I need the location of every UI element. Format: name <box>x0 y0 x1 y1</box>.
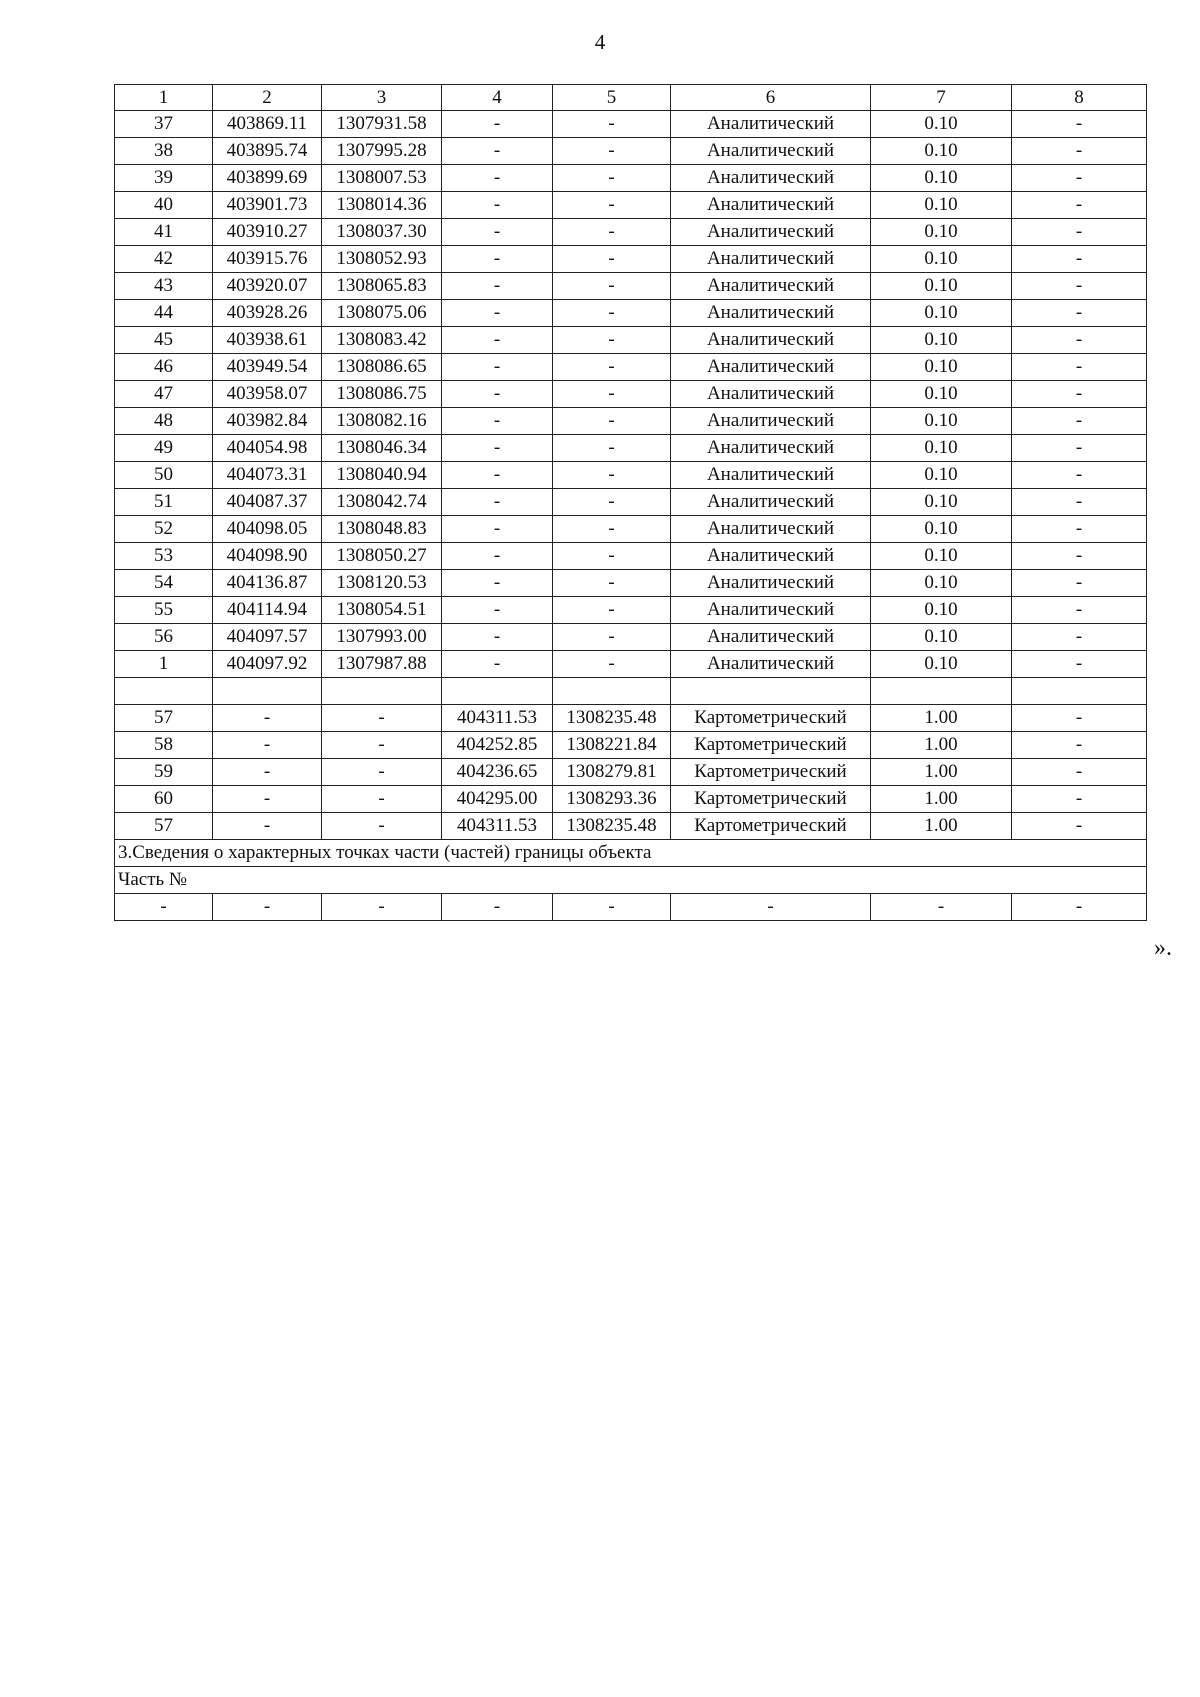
table-cell: Аналитический <box>671 570 871 597</box>
table-row <box>115 462 1147 489</box>
section-title-row <box>115 840 1147 867</box>
table-cell: 1308279.81 <box>553 759 671 786</box>
table-cell: 404311.53 <box>442 705 553 732</box>
table-row <box>115 813 1147 840</box>
table-row <box>115 354 1147 381</box>
table-cell: 404097.57 <box>213 624 322 651</box>
table-cell: - <box>442 192 553 219</box>
table-cell: Аналитический <box>671 381 871 408</box>
table-cell: Аналитический <box>671 516 871 543</box>
table-cell: 0.10 <box>871 408 1012 435</box>
table-cell: - <box>1012 624 1147 651</box>
table-cell: 1.00 <box>871 732 1012 759</box>
table-cell: 1308054.51 <box>322 597 442 624</box>
table-cell: - <box>442 462 553 489</box>
table-row <box>115 192 1147 219</box>
table-cell: - <box>553 354 671 381</box>
table-cell: Аналитический <box>671 219 871 246</box>
table-cell: - <box>553 138 671 165</box>
table-cell: 404087.37 <box>213 489 322 516</box>
table-cell: 44 <box>115 300 213 327</box>
table-cell: Аналитический <box>671 246 871 273</box>
table-cell: 0.10 <box>871 381 1012 408</box>
table-row <box>115 759 1147 786</box>
table-cell: - <box>553 327 671 354</box>
table-row <box>115 894 1147 921</box>
header-cell: 7 <box>871 85 1012 111</box>
table-cell: 404311.53 <box>442 813 553 840</box>
table-cell: - <box>1012 597 1147 624</box>
table-cell: - <box>1012 894 1147 921</box>
table-cell: 1308086.75 <box>322 381 442 408</box>
table-cell: 0.10 <box>871 138 1012 165</box>
table-cell: 0.10 <box>871 273 1012 300</box>
table-cell: Аналитический <box>671 624 871 651</box>
table-cell: - <box>1012 219 1147 246</box>
table-cell: - <box>442 327 553 354</box>
table-cell: Картометрический <box>671 759 871 786</box>
table-cell: 404098.90 <box>213 543 322 570</box>
table-cell: 54 <box>115 570 213 597</box>
table-cell: - <box>1012 138 1147 165</box>
table-cell: 0.10 <box>871 327 1012 354</box>
table-cell: - <box>322 759 442 786</box>
table-cell: 1308014.36 <box>322 192 442 219</box>
table-cell: - <box>442 165 553 192</box>
table-cell: 47 <box>115 381 213 408</box>
table-cell: - <box>322 732 442 759</box>
table-cell: - <box>442 138 553 165</box>
table-row <box>115 327 1147 354</box>
table-row <box>115 678 1147 705</box>
table-cell: - <box>1012 516 1147 543</box>
closing-quote: ». <box>1154 935 1172 961</box>
table-cell: 0.10 <box>871 651 1012 678</box>
table-cell: - <box>1012 786 1147 813</box>
table-cell: 42 <box>115 246 213 273</box>
table-row <box>115 489 1147 516</box>
table-cell: 1308086.65 <box>322 354 442 381</box>
table-cell: 0.10 <box>871 300 1012 327</box>
table-cell: - <box>442 273 553 300</box>
table-row <box>115 732 1147 759</box>
table-cell: - <box>213 705 322 732</box>
table-cell: - <box>553 489 671 516</box>
table-cell: - <box>1012 300 1147 327</box>
table-cell: - <box>442 516 553 543</box>
header-cell: 8 <box>1012 85 1147 111</box>
header-cell: 6 <box>671 85 871 111</box>
part-label-row-text: Часть № <box>115 867 1147 894</box>
table-cell: 1308007.53 <box>322 165 442 192</box>
table-cell: 404073.31 <box>213 462 322 489</box>
table-cell: - <box>1012 192 1147 219</box>
table-cell: 404098.05 <box>213 516 322 543</box>
table-cell: 46 <box>115 354 213 381</box>
table-cell: - <box>553 597 671 624</box>
table-cell: 56 <box>115 624 213 651</box>
table-cell: Аналитический <box>671 651 871 678</box>
table-cell: - <box>1012 651 1147 678</box>
table-cell: 51 <box>115 489 213 516</box>
table-cell: - <box>1012 165 1147 192</box>
table-row <box>115 246 1147 273</box>
table-cell: - <box>442 408 553 435</box>
table-cell: - <box>442 597 553 624</box>
table-row <box>115 624 1147 651</box>
section-title-row-text: 3.Сведения о характерных точках части (частей) границы объекта <box>115 840 1147 867</box>
table-cell: 0.10 <box>871 111 1012 138</box>
table-cell: Аналитический <box>671 408 871 435</box>
table-cell: 1 <box>115 651 213 678</box>
table-cell: 0.10 <box>871 165 1012 192</box>
table-cell: - <box>115 894 213 921</box>
table-cell: 403920.07 <box>213 273 322 300</box>
table-row <box>115 786 1147 813</box>
table-body <box>115 85 1147 921</box>
table-cell: 50 <box>115 462 213 489</box>
table-cell: 404097.92 <box>213 651 322 678</box>
table-cell: - <box>553 192 671 219</box>
table-row <box>115 381 1147 408</box>
table-cell: 57 <box>115 705 213 732</box>
table-cell: Аналитический <box>671 543 871 570</box>
table-row <box>115 435 1147 462</box>
table-cell: 1308235.48 <box>553 705 671 732</box>
table-cell: 1308040.94 <box>322 462 442 489</box>
table-cell: - <box>553 651 671 678</box>
table-cell <box>213 678 322 705</box>
table-row <box>115 516 1147 543</box>
table-cell: - <box>442 354 553 381</box>
table-cell: 403895.74 <box>213 138 322 165</box>
table-cell: - <box>213 786 322 813</box>
table-cell: 0.10 <box>871 489 1012 516</box>
table-cell: - <box>553 408 671 435</box>
table-cell: 403910.27 <box>213 219 322 246</box>
table-cell: 404236.65 <box>442 759 553 786</box>
table-cell: 404054.98 <box>213 435 322 462</box>
table-cell: Аналитический <box>671 327 871 354</box>
table-cell: 45 <box>115 327 213 354</box>
table-cell: - <box>1012 705 1147 732</box>
table-cell: 403869.11 <box>213 111 322 138</box>
header-cell: 4 <box>442 85 553 111</box>
table-cell: 1307931.58 <box>322 111 442 138</box>
table-cell: Картометрический <box>671 813 871 840</box>
table-cell: 1308046.34 <box>322 435 442 462</box>
table-cell: - <box>322 786 442 813</box>
table-cell: 0.10 <box>871 543 1012 570</box>
part-label-row <box>115 867 1147 894</box>
table-cell: 404252.85 <box>442 732 553 759</box>
table-cell: - <box>1012 489 1147 516</box>
table-cell: 404136.87 <box>213 570 322 597</box>
table-cell: - <box>442 570 553 597</box>
table-cell: 1307995.28 <box>322 138 442 165</box>
table-cell: - <box>322 813 442 840</box>
table-cell: - <box>871 894 1012 921</box>
table-cell: - <box>1012 543 1147 570</box>
table-cell: 1308293.36 <box>553 786 671 813</box>
table-cell <box>1012 678 1147 705</box>
table-cell: - <box>553 624 671 651</box>
table-cell: - <box>1012 732 1147 759</box>
table-cell: - <box>1012 435 1147 462</box>
header-cell: 1 <box>115 85 213 111</box>
table-cell: 1308065.83 <box>322 273 442 300</box>
table-cell: 403982.84 <box>213 408 322 435</box>
table-cell: - <box>1012 570 1147 597</box>
table-cell: - <box>442 246 553 273</box>
table-cell: 403958.07 <box>213 381 322 408</box>
table-cell: - <box>442 219 553 246</box>
table-cell: - <box>1012 327 1147 354</box>
table-cell: - <box>322 705 442 732</box>
table-cell: - <box>213 759 322 786</box>
table-cell: - <box>442 543 553 570</box>
table-cell: - <box>553 543 671 570</box>
table-cell: 38 <box>115 138 213 165</box>
table-cell: - <box>553 300 671 327</box>
table-cell: 48 <box>115 408 213 435</box>
table-row <box>115 408 1147 435</box>
table-cell: - <box>553 516 671 543</box>
table-cell: 1.00 <box>871 786 1012 813</box>
table-cell: 0.10 <box>871 516 1012 543</box>
table-cell <box>553 678 671 705</box>
table-cell: 37 <box>115 111 213 138</box>
table-cell: Картометрический <box>671 732 871 759</box>
table-cell: - <box>671 894 871 921</box>
table-cell: 1.00 <box>871 813 1012 840</box>
table-cell: 1308120.53 <box>322 570 442 597</box>
table-cell: - <box>1012 246 1147 273</box>
table-row <box>115 300 1147 327</box>
page-number: 4 <box>594 30 606 54</box>
table-cell: Картометрический <box>671 786 871 813</box>
table-cell: 404114.94 <box>213 597 322 624</box>
table-row <box>115 651 1147 678</box>
table-cell <box>871 678 1012 705</box>
table-cell: - <box>213 732 322 759</box>
table-cell: 52 <box>115 516 213 543</box>
table-cell: 40 <box>115 192 213 219</box>
table-cell: - <box>1012 381 1147 408</box>
table-cell: 403901.73 <box>213 192 322 219</box>
table-cell: - <box>553 273 671 300</box>
table-cell: 1.00 <box>871 759 1012 786</box>
header-cell: 2 <box>213 85 322 111</box>
table-cell: 1308050.27 <box>322 543 442 570</box>
table-cell: 57 <box>115 813 213 840</box>
table-cell: 39 <box>115 165 213 192</box>
table-cell: - <box>442 111 553 138</box>
header-cell: 3 <box>322 85 442 111</box>
table-cell: 403915.76 <box>213 246 322 273</box>
table-cell: 403899.69 <box>213 165 322 192</box>
table-cell: 403938.61 <box>213 327 322 354</box>
table-cell: 55 <box>115 597 213 624</box>
table-cell: 1308083.42 <box>322 327 442 354</box>
table-cell: - <box>553 435 671 462</box>
table-cell: - <box>553 462 671 489</box>
table-cell: 1308042.74 <box>322 489 442 516</box>
table-cell: - <box>1012 354 1147 381</box>
table-cell: 0.10 <box>871 624 1012 651</box>
table-cell: Аналитический <box>671 435 871 462</box>
table-cell: - <box>1012 462 1147 489</box>
table-cell: - <box>442 381 553 408</box>
table-cell: Аналитический <box>671 111 871 138</box>
table-cell: - <box>322 894 442 921</box>
coordinates-table <box>114 84 1147 921</box>
table-row <box>115 219 1147 246</box>
table-cell: - <box>442 489 553 516</box>
table-cell: Аналитический <box>671 597 871 624</box>
table-row <box>115 273 1147 300</box>
table-cell: - <box>442 435 553 462</box>
table-cell: 1308075.06 <box>322 300 442 327</box>
table-cell: 0.10 <box>871 246 1012 273</box>
table-cell: 49 <box>115 435 213 462</box>
table-cell: Картометрический <box>671 705 871 732</box>
table-cell: 1308048.83 <box>322 516 442 543</box>
table-cell: - <box>553 894 671 921</box>
table-row <box>115 138 1147 165</box>
table-row <box>115 570 1147 597</box>
table-row <box>115 543 1147 570</box>
table-cell: Аналитический <box>671 300 871 327</box>
table-cell: 1308082.16 <box>322 408 442 435</box>
table-cell: 0.10 <box>871 435 1012 462</box>
table-cell: Аналитический <box>671 165 871 192</box>
table-cell <box>442 678 553 705</box>
table-cell: - <box>442 624 553 651</box>
table-cell: 0.10 <box>871 570 1012 597</box>
table-cell: 58 <box>115 732 213 759</box>
table-cell: 404295.00 <box>442 786 553 813</box>
header-cell: 5 <box>553 85 671 111</box>
table-cell: 1308037.30 <box>322 219 442 246</box>
table-cell: 41 <box>115 219 213 246</box>
table-cell: 0.10 <box>871 597 1012 624</box>
table-header-row <box>115 85 1147 111</box>
table-cell <box>115 678 213 705</box>
table-cell: 53 <box>115 543 213 570</box>
table-cell: - <box>553 111 671 138</box>
table-cell: 1307987.88 <box>322 651 442 678</box>
table-cell: - <box>442 651 553 678</box>
table-cell: 1308235.48 <box>553 813 671 840</box>
table-cell: - <box>1012 813 1147 840</box>
table-cell: - <box>213 894 322 921</box>
table-row <box>115 165 1147 192</box>
table-cell: 403949.54 <box>213 354 322 381</box>
table-cell: 0.10 <box>871 462 1012 489</box>
table-cell: - <box>553 219 671 246</box>
table-cell: 1.00 <box>871 705 1012 732</box>
table-cell: Аналитический <box>671 138 871 165</box>
table-row <box>115 111 1147 138</box>
table-cell: 1308221.84 <box>553 732 671 759</box>
table-cell: 0.10 <box>871 192 1012 219</box>
table-cell: 0.10 <box>871 354 1012 381</box>
table-cell: Аналитический <box>671 273 871 300</box>
table-cell: - <box>1012 759 1147 786</box>
table-cell: - <box>1012 408 1147 435</box>
table-cell: - <box>553 570 671 597</box>
table-cell: Аналитический <box>671 489 871 516</box>
table-cell: 403928.26 <box>213 300 322 327</box>
table-cell: - <box>442 300 553 327</box>
table-row <box>115 597 1147 624</box>
table-cell: Аналитический <box>671 192 871 219</box>
table-cell: Аналитический <box>671 462 871 489</box>
table-cell: - <box>553 381 671 408</box>
table-cell: 1307993.00 <box>322 624 442 651</box>
table-cell: 0.10 <box>871 219 1012 246</box>
table-cell <box>671 678 871 705</box>
table-row <box>115 705 1147 732</box>
table-cell: 43 <box>115 273 213 300</box>
table-cell <box>322 678 442 705</box>
table-cell: - <box>553 165 671 192</box>
table-cell: Аналитический <box>671 354 871 381</box>
table-cell: - <box>1012 111 1147 138</box>
table-cell: 60 <box>115 786 213 813</box>
table-cell: 1308052.93 <box>322 246 442 273</box>
table-cell: - <box>213 813 322 840</box>
table-cell: - <box>1012 273 1147 300</box>
table-cell: - <box>442 894 553 921</box>
table-cell: 59 <box>115 759 213 786</box>
table-cell: - <box>553 246 671 273</box>
